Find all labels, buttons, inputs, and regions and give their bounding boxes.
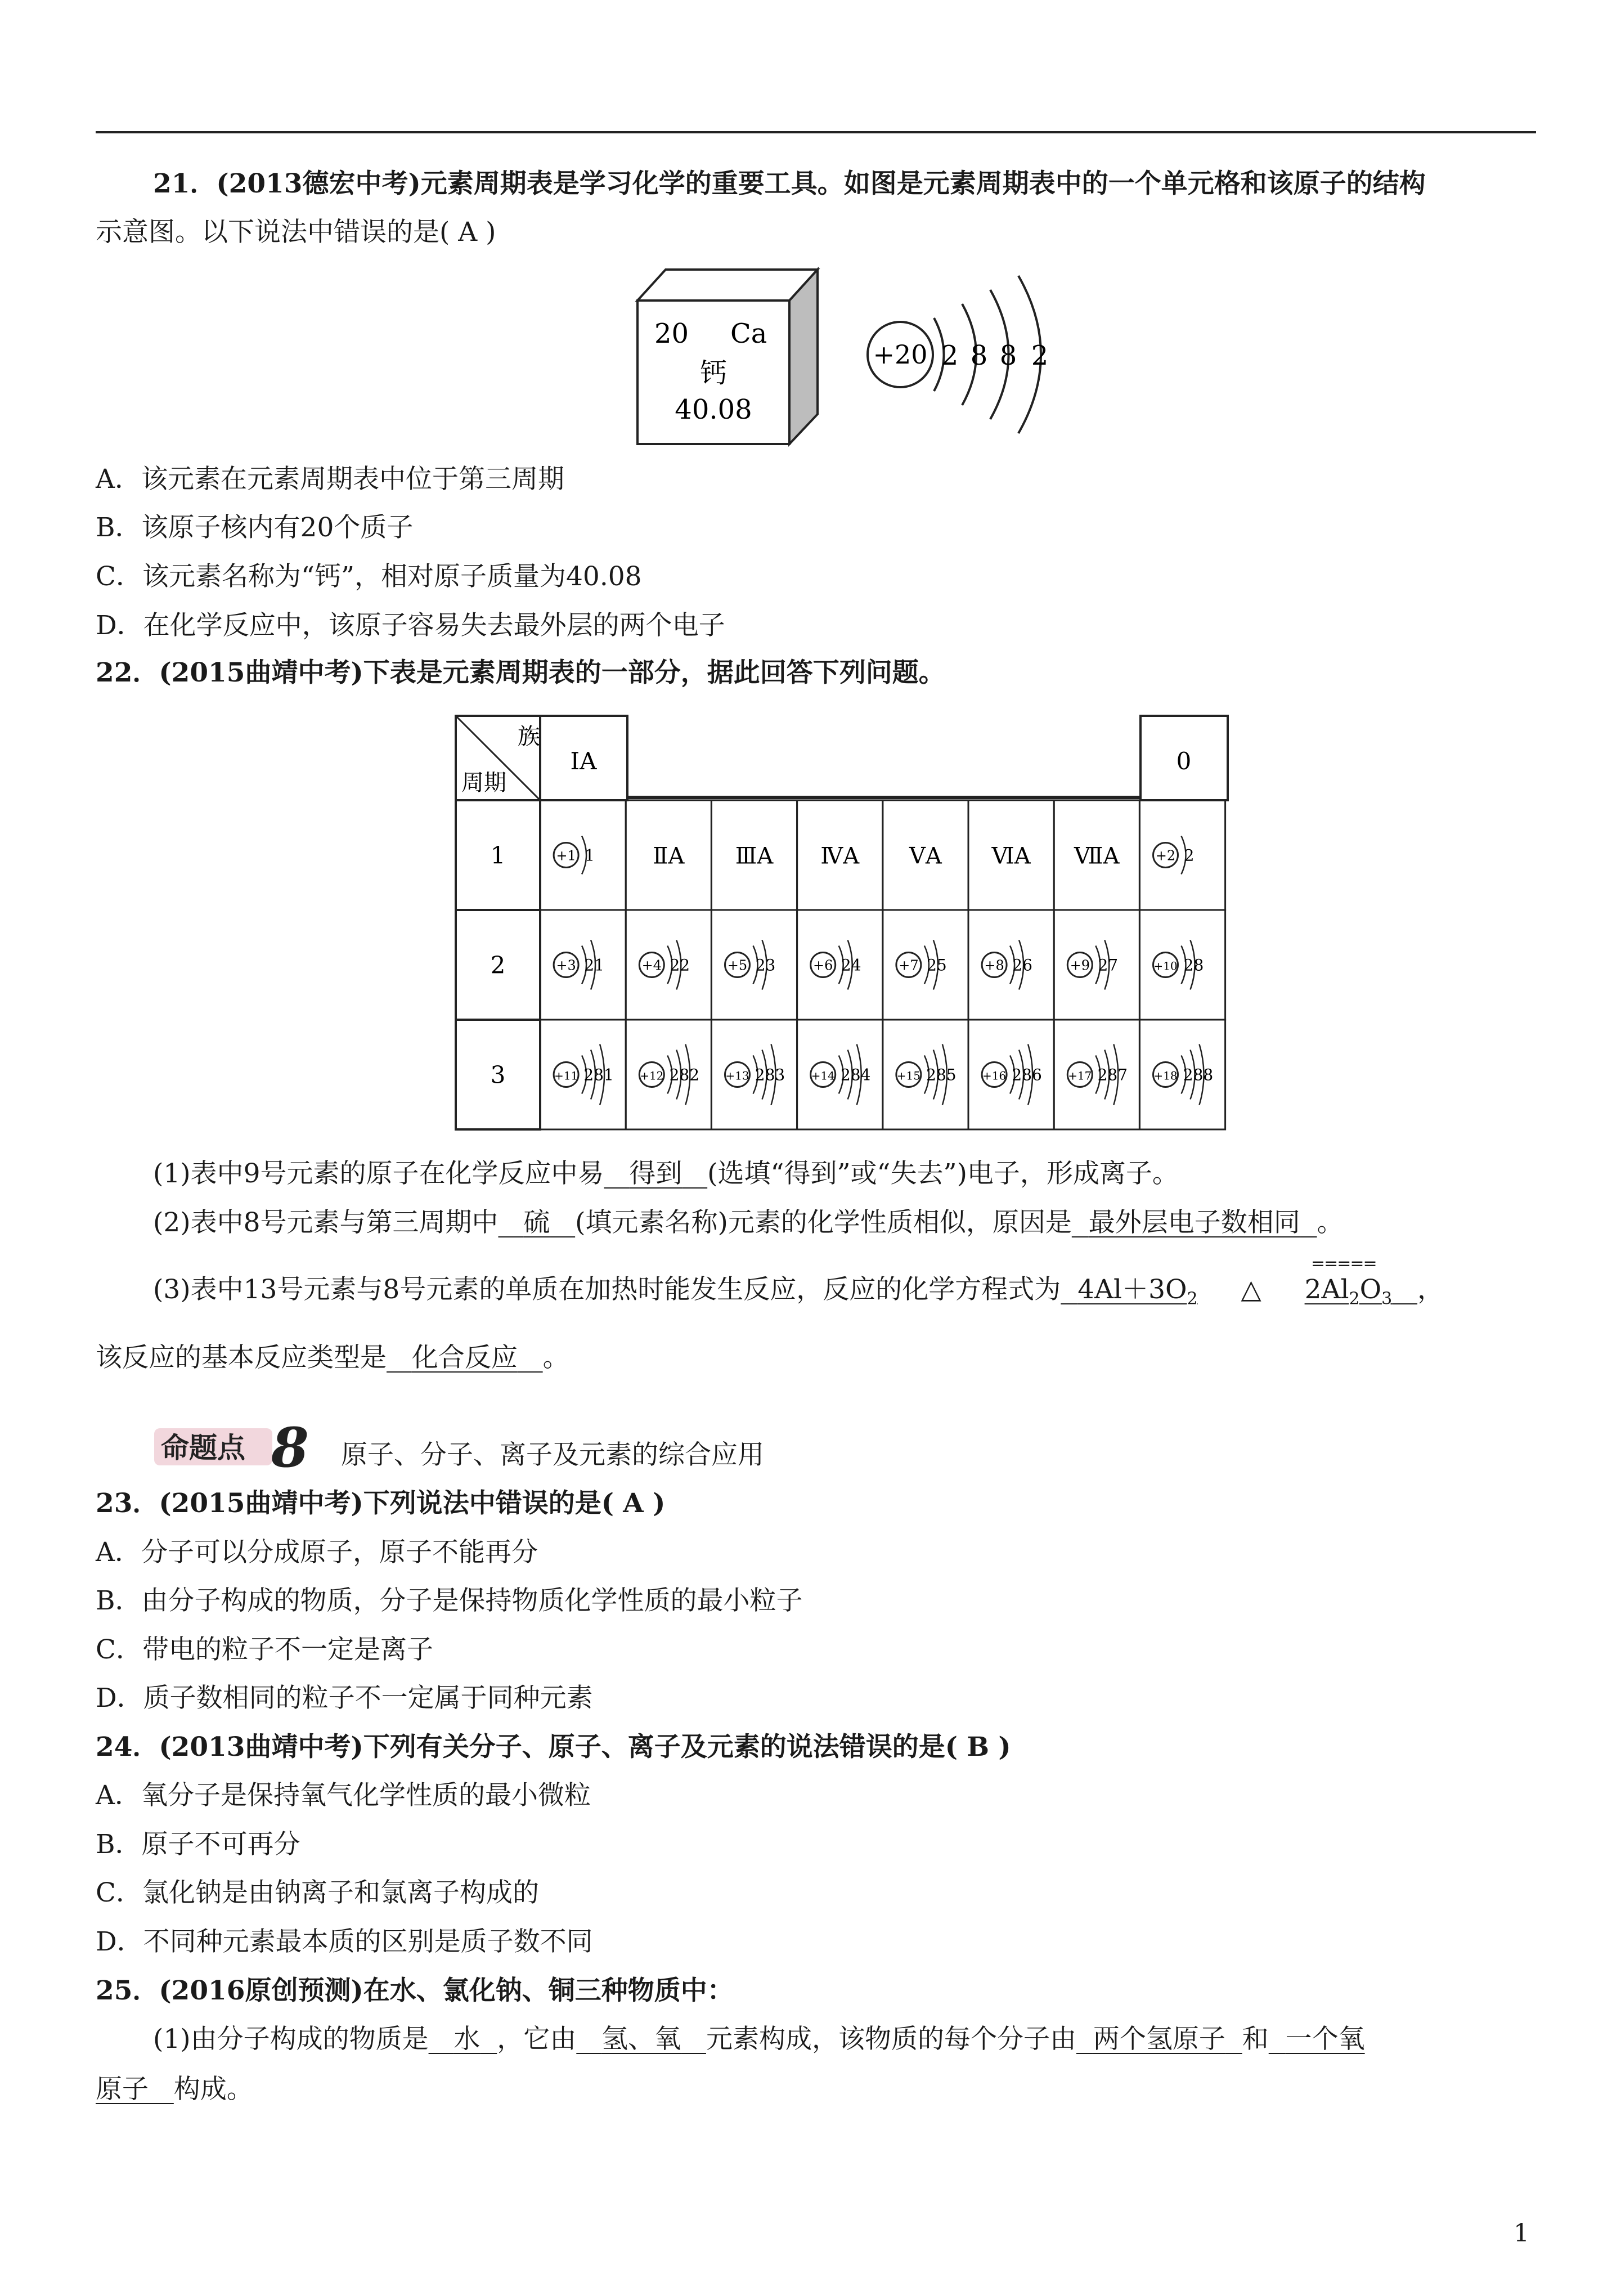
group-header: ⅣA [820, 843, 860, 869]
calcium-atom-diagram [861, 264, 1086, 445]
atom-nucleus-charge: +3 [556, 957, 576, 974]
atom-nucleus-label: +20 [873, 339, 928, 370]
answer-sulfur: 硫 [523, 1207, 550, 1238]
element-cell-symbol: Ca [730, 318, 767, 349]
atom-nucleus-charge: +16 [982, 1069, 1007, 1083]
atom-nucleus-charge: +10 [1153, 959, 1178, 973]
atom-electron-counts: 28 [1183, 956, 1204, 975]
q25-part1-line1: (1)由分子构成的物质是 水 ，它由 氢、氧 元素构成，该物质的每个分子由 两个氢原子 和 一个氧 [153, 2024, 1365, 2055]
atom-electron-counts: 22 [670, 956, 690, 975]
atom-electron-counts: 2 [1184, 846, 1195, 865]
q21-option-a: A．该元素在元素周期表中位于第三周期 [96, 464, 564, 495]
group-0-header: 0 [1176, 747, 1192, 775]
period-label: 1 [490, 841, 506, 869]
q25-part1-line2: 原子 构成。 [96, 2074, 253, 2105]
equation-condition: △ [1241, 1274, 1261, 1305]
q22-part1: (1)表中9号元素的原子在化学反应中易 得到 (选填“得到”或“失去”)电子，形成离子。 [153, 1158, 1179, 1189]
q24-option-d: D．不同种元素最本质的区别是质子数不同 [96, 1926, 593, 1957]
answer-equation-right: $2Al_2O_3$ [1304, 1274, 1393, 1309]
q21-option-b: B．该原子核内有20个质子 [96, 512, 414, 543]
answer-one-o-atom-cont: 原子 [96, 2074, 149, 2105]
element-cell-name: 钙 [699, 357, 728, 389]
atom-electron-counts: 1 [585, 846, 595, 865]
q23-option-b: B．由分子构成的物质，分子是保持物质化学性质的最小粒子 [96, 1585, 803, 1616]
q24-option-a: A．氧分子是保持氧气化学性质的最小微粒 [96, 1780, 591, 1811]
answer-gain: 得到 [629, 1158, 682, 1189]
answer-one-o-atom: 一个氧 [1285, 2024, 1365, 2055]
atom-electron-counts: 23 [755, 956, 776, 975]
q23-stem: 23．(2015曲靖中考)下列说法中错误的是( A ) [96, 1488, 666, 1519]
answer-outer-electrons: 最外层电子数相同 [1088, 1207, 1300, 1238]
group-header: ⅤA [909, 843, 942, 869]
answer-equation-left: $4Al+3O_2$ [1077, 1274, 1198, 1309]
atom-nucleus-charge: +5 [727, 957, 748, 974]
atom-nucleus-charge: +15 [896, 1069, 921, 1083]
atom-electron-counts: 27 [1098, 956, 1119, 975]
answer-h-o: 氢、氧 [601, 2024, 681, 2055]
q22-part3-line2: 该反应的基本反应类型是 化合反应 。 [96, 1342, 569, 1373]
atom-nucleus-charge: +11 [554, 1069, 578, 1083]
group-header: ⅢA [735, 843, 774, 869]
element-cell-mass: 40.08 [675, 394, 752, 425]
atom-electron-counts: 24 [841, 956, 861, 975]
answer-water: 水 [453, 2024, 481, 2055]
q22-stem: 22．(2015曲靖中考)下表是元素周期表的一部分，据此回答下列问题。 [96, 657, 945, 688]
atom-nucleus-charge: +1 [556, 847, 576, 864]
table-corner-group-label: 族 [518, 724, 540, 750]
group-header: ⅡA [653, 843, 685, 869]
atom-nucleus-charge: +2 [1155, 847, 1176, 864]
q21-stem-line1: 21．(2013德宏中考)元素周期表是学习化学的重要工具。如图是元素周期表中的一个单元格和该原子的结构 [153, 168, 1426, 199]
atom-nucleus-charge: +14 [811, 1069, 835, 1083]
atom-nucleus-charge: +13 [725, 1069, 749, 1083]
atom-electron-counts: 287 [1097, 1065, 1128, 1084]
periodic-table-figure [450, 710, 1238, 1138]
q24-option-c: C．氯化钠是由钠离子和氯离子构成的 [96, 1877, 539, 1908]
q21-stem-line2: 示意图。以下说法中错误的是( A ) [96, 217, 496, 248]
atom-electron-counts: 283 [755, 1065, 785, 1084]
section-badge-number: 8 [271, 1418, 309, 1476]
atom-nucleus-charge: +4 [641, 957, 662, 974]
page-number: 1 [1514, 2219, 1529, 2248]
q22-part2: (2)表中8号元素与第三周期中 硫 (填元素名称)元素的化学性质相似，原因是 最外层电子数相同 。 [153, 1207, 1344, 1238]
atom-electron-counts: 284 [840, 1065, 871, 1084]
atom-electron-counts: 282 [669, 1065, 700, 1084]
section-title: 原子、分子、离子及元素的综合应用 [341, 1440, 764, 1470]
atom-electron-counts: 21 [584, 956, 604, 975]
equation-sign: ===== [1311, 1254, 1376, 1273]
q21-option-c: C．该元素名称为“钙”，相对原子质量为40.08 [96, 561, 642, 592]
atom-electron-counts: 288 [1183, 1065, 1214, 1084]
element-cell-figure [635, 267, 837, 447]
group-header: ⅦA [1074, 843, 1120, 869]
period-label: 3 [490, 1061, 506, 1089]
atom-nucleus-charge: +9 [1070, 957, 1090, 974]
atom-shell-2: 8 [970, 340, 988, 371]
atom-nucleus-charge: +7 [899, 957, 919, 974]
q22-part3-line1: (3)表中13号元素与8号元素的单质在加热时能发生反应，反应的化学方程式为 $4Al+3O_2$ △ $2Al_2O_3$ ， [153, 1274, 1444, 1309]
atom-electron-counts: 286 [1012, 1065, 1042, 1084]
q24-stem: 24．(2013曲靖中考)下列有关分子、原子、离子及元素的说法错误的是( B ) [96, 1732, 1011, 1763]
table-corner-period-label: 周期 [461, 770, 506, 796]
q21-option-d: D．在化学反应中，该原子容易失去最外层的两个电子 [96, 610, 725, 641]
atom-electron-counts: 26 [1012, 956, 1032, 975]
answer-combination: 化合反应 [411, 1342, 518, 1373]
section-badge-label: 命题点 [161, 1431, 245, 1464]
atom-nucleus-charge: +8 [984, 957, 1004, 974]
q25-stem: 25．(2016原创预测)在水、氯化钠、铜三种物质中： [96, 1975, 734, 2006]
atom-shell-3: 8 [999, 340, 1017, 371]
q23-option-a: A．分子可以分成原子，原子不能再分 [96, 1537, 538, 1568]
atom-nucleus-charge: +12 [640, 1069, 664, 1083]
period-label: 2 [490, 951, 506, 979]
q23-option-d: D．质子数相同的粒子不一定属于同种元素 [96, 1683, 593, 1714]
header-rule [96, 131, 1536, 133]
group-header: ⅥA [991, 843, 1031, 869]
atom-electron-counts: 25 [927, 956, 947, 975]
section-badge [153, 1418, 322, 1476]
atom-nucleus-charge: +6 [813, 957, 833, 974]
answer-two-h-atoms: 两个氢原子 [1093, 2024, 1225, 2055]
q24-option-b: B．原子不可再分 [96, 1829, 300, 1860]
group-ia-header: ⅠA [570, 747, 597, 775]
atom-shell-1: 2 [941, 340, 959, 371]
atom-nucleus-charge: +18 [1153, 1069, 1178, 1083]
q23-option-c: C．带电的粒子不一定是离子 [96, 1634, 433, 1665]
atom-nucleus-charge: +17 [1068, 1069, 1092, 1083]
atom-electron-counts: 285 [926, 1065, 957, 1084]
element-cell-number: 20 [654, 318, 689, 349]
atom-electron-counts: 281 [583, 1065, 614, 1084]
atom-shell-4: 2 [1031, 340, 1049, 371]
